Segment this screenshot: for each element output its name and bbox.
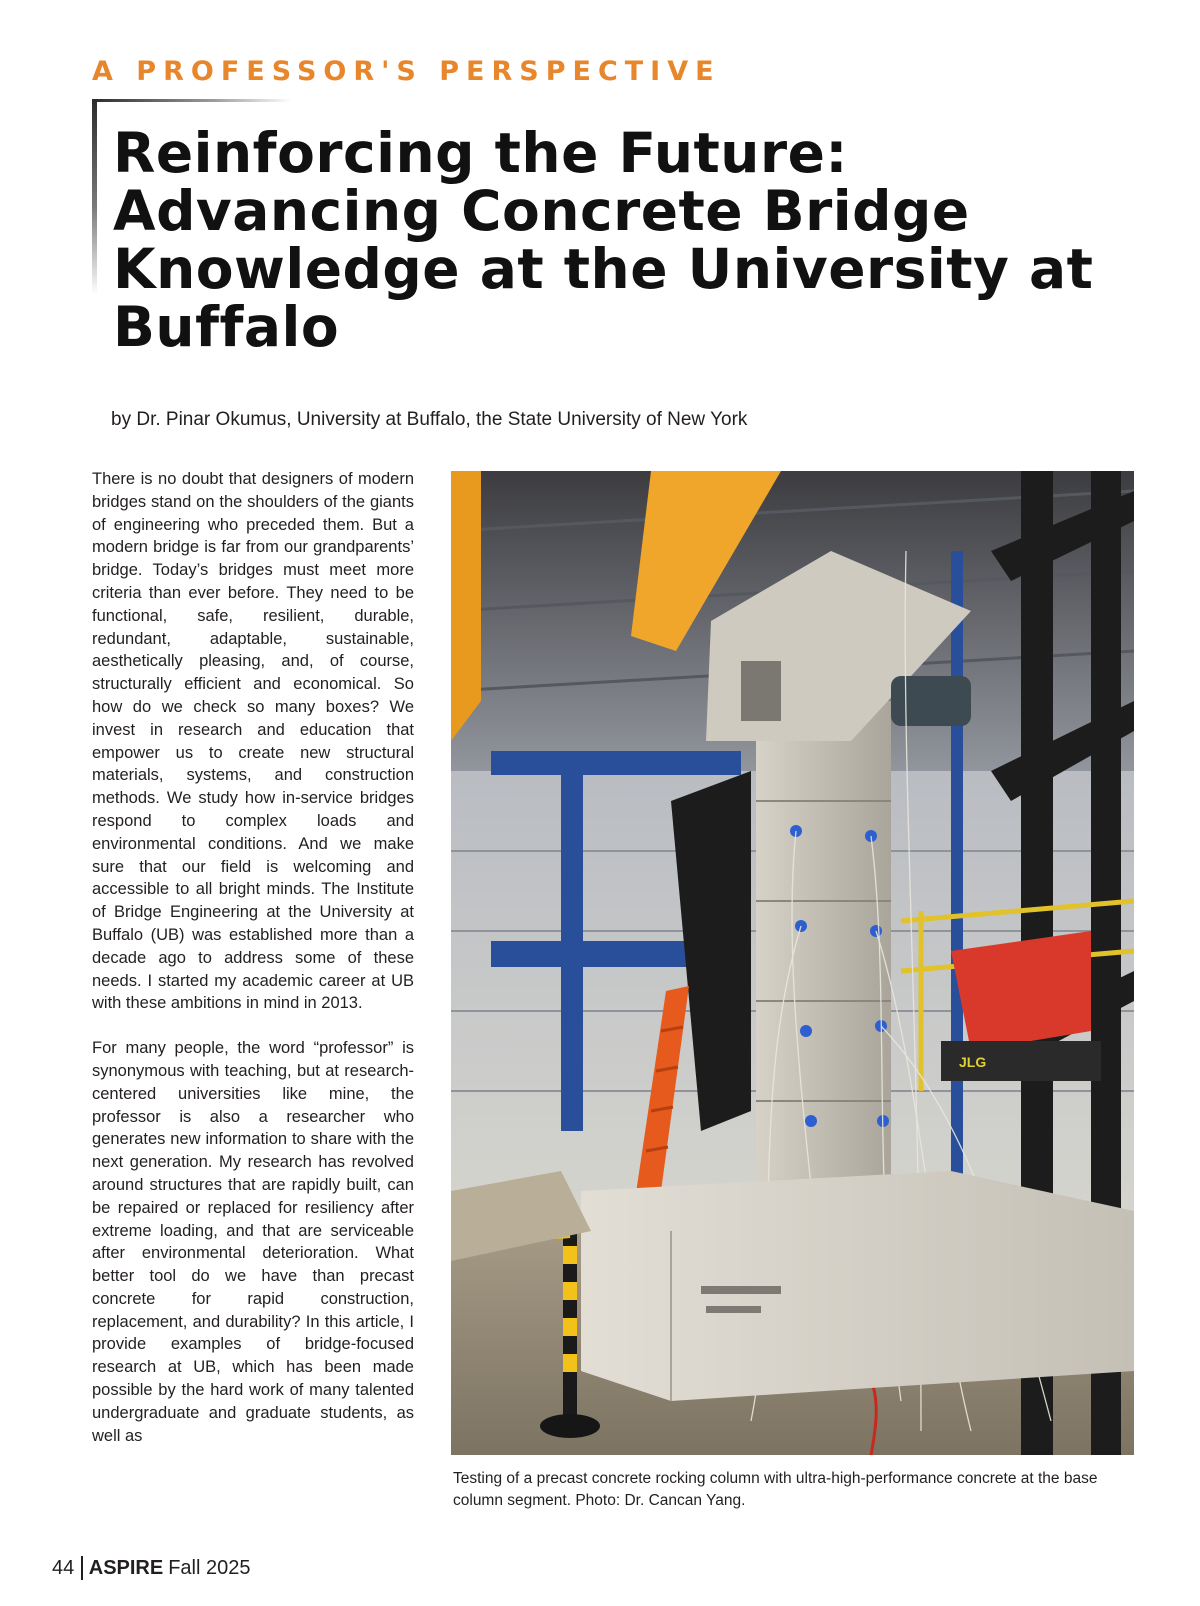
article-headline: Reinforcing the Future: Advancing Concrete Bridge Knowledge at the University at Buffalo <box>113 121 1094 359</box>
crane-beam-left <box>451 471 481 741</box>
photo-caption: Testing of a precast concrete rocking column with ultra-high-performance concrete at the base column segment. Photo: Dr. Cancan Yang. <box>453 1470 1098 1509</box>
body-paragraph-1: There is no doubt that designers of modern bridges stand on the shoulders of the giants of engineering who preceded them. But a modern bridge is far from our grandparents’ bridge. Today’s bridges must meet more criteria than ever before. They need to be functional, safe, resilient, durable, redundant, adaptable, sustainable, aesthetically pleasing, and, of course, structurally efficient and economical. So how do we check so many boxes? We invest in research and education that empower us to create new structural materials, systems, and construction methods. We study how in-service bridges respond to complex loads and environmental conditions. And we make sure that our field is welcoming and accessible to all bright minds. The Institute of Bridge Engineering at the University at Buffalo (UB) was established more than a decade ago to address some of these needs. I started my academic career at UB with these ambitions in mind in 2013. <box>92 470 414 1013</box>
title-accent-line <box>92 99 292 102</box>
lab-test-photo-illustration <box>451 471 1134 1455</box>
actuator <box>891 676 971 726</box>
section-kicker: A PROFESSOR'S PERSPECTIVE <box>92 56 721 87</box>
article-photo <box>451 471 1134 1455</box>
body-paragraph-2: For many people, the word “professor” is synonymous with teaching, but at research-centered universities like mine, the professor is also a researcher who generates new information to share with the next generation. My research has revolved around structures that are rapidly built, can be repaired or replaced for resiliency after extreme loading, and that are serviceable after environmental deterioration. What better tool do we have than precast concrete for rapid construction, replacement, and durability? In this article, I provide examples of bridge-focused research at UB, which has been made possible by the hard work of many talented undergraduate and graduate students, as well as <box>92 1039 414 1445</box>
page-number: 44 <box>52 1556 75 1579</box>
byline: by Dr. Pinar Okumus, University at Buffalo, the State University of New York <box>111 409 748 430</box>
page-footer <box>52 1556 251 1580</box>
foundation-block <box>581 1171 1134 1401</box>
lift-brand-label: JLG <box>959 1054 987 1070</box>
body-column <box>92 468 414 1469</box>
foundation-label-strip <box>701 1286 781 1294</box>
scissor-lift <box>941 931 1101 1081</box>
cap-plate <box>741 661 781 721</box>
issue-date: Fall 2025 <box>168 1556 251 1579</box>
foundation-label-strip-2 <box>706 1306 761 1313</box>
title-accent-bar <box>92 99 97 295</box>
publication-name: ASPIRE <box>88 1556 164 1579</box>
footer-separator <box>81 1556 83 1580</box>
precast-column <box>756 701 891 1201</box>
